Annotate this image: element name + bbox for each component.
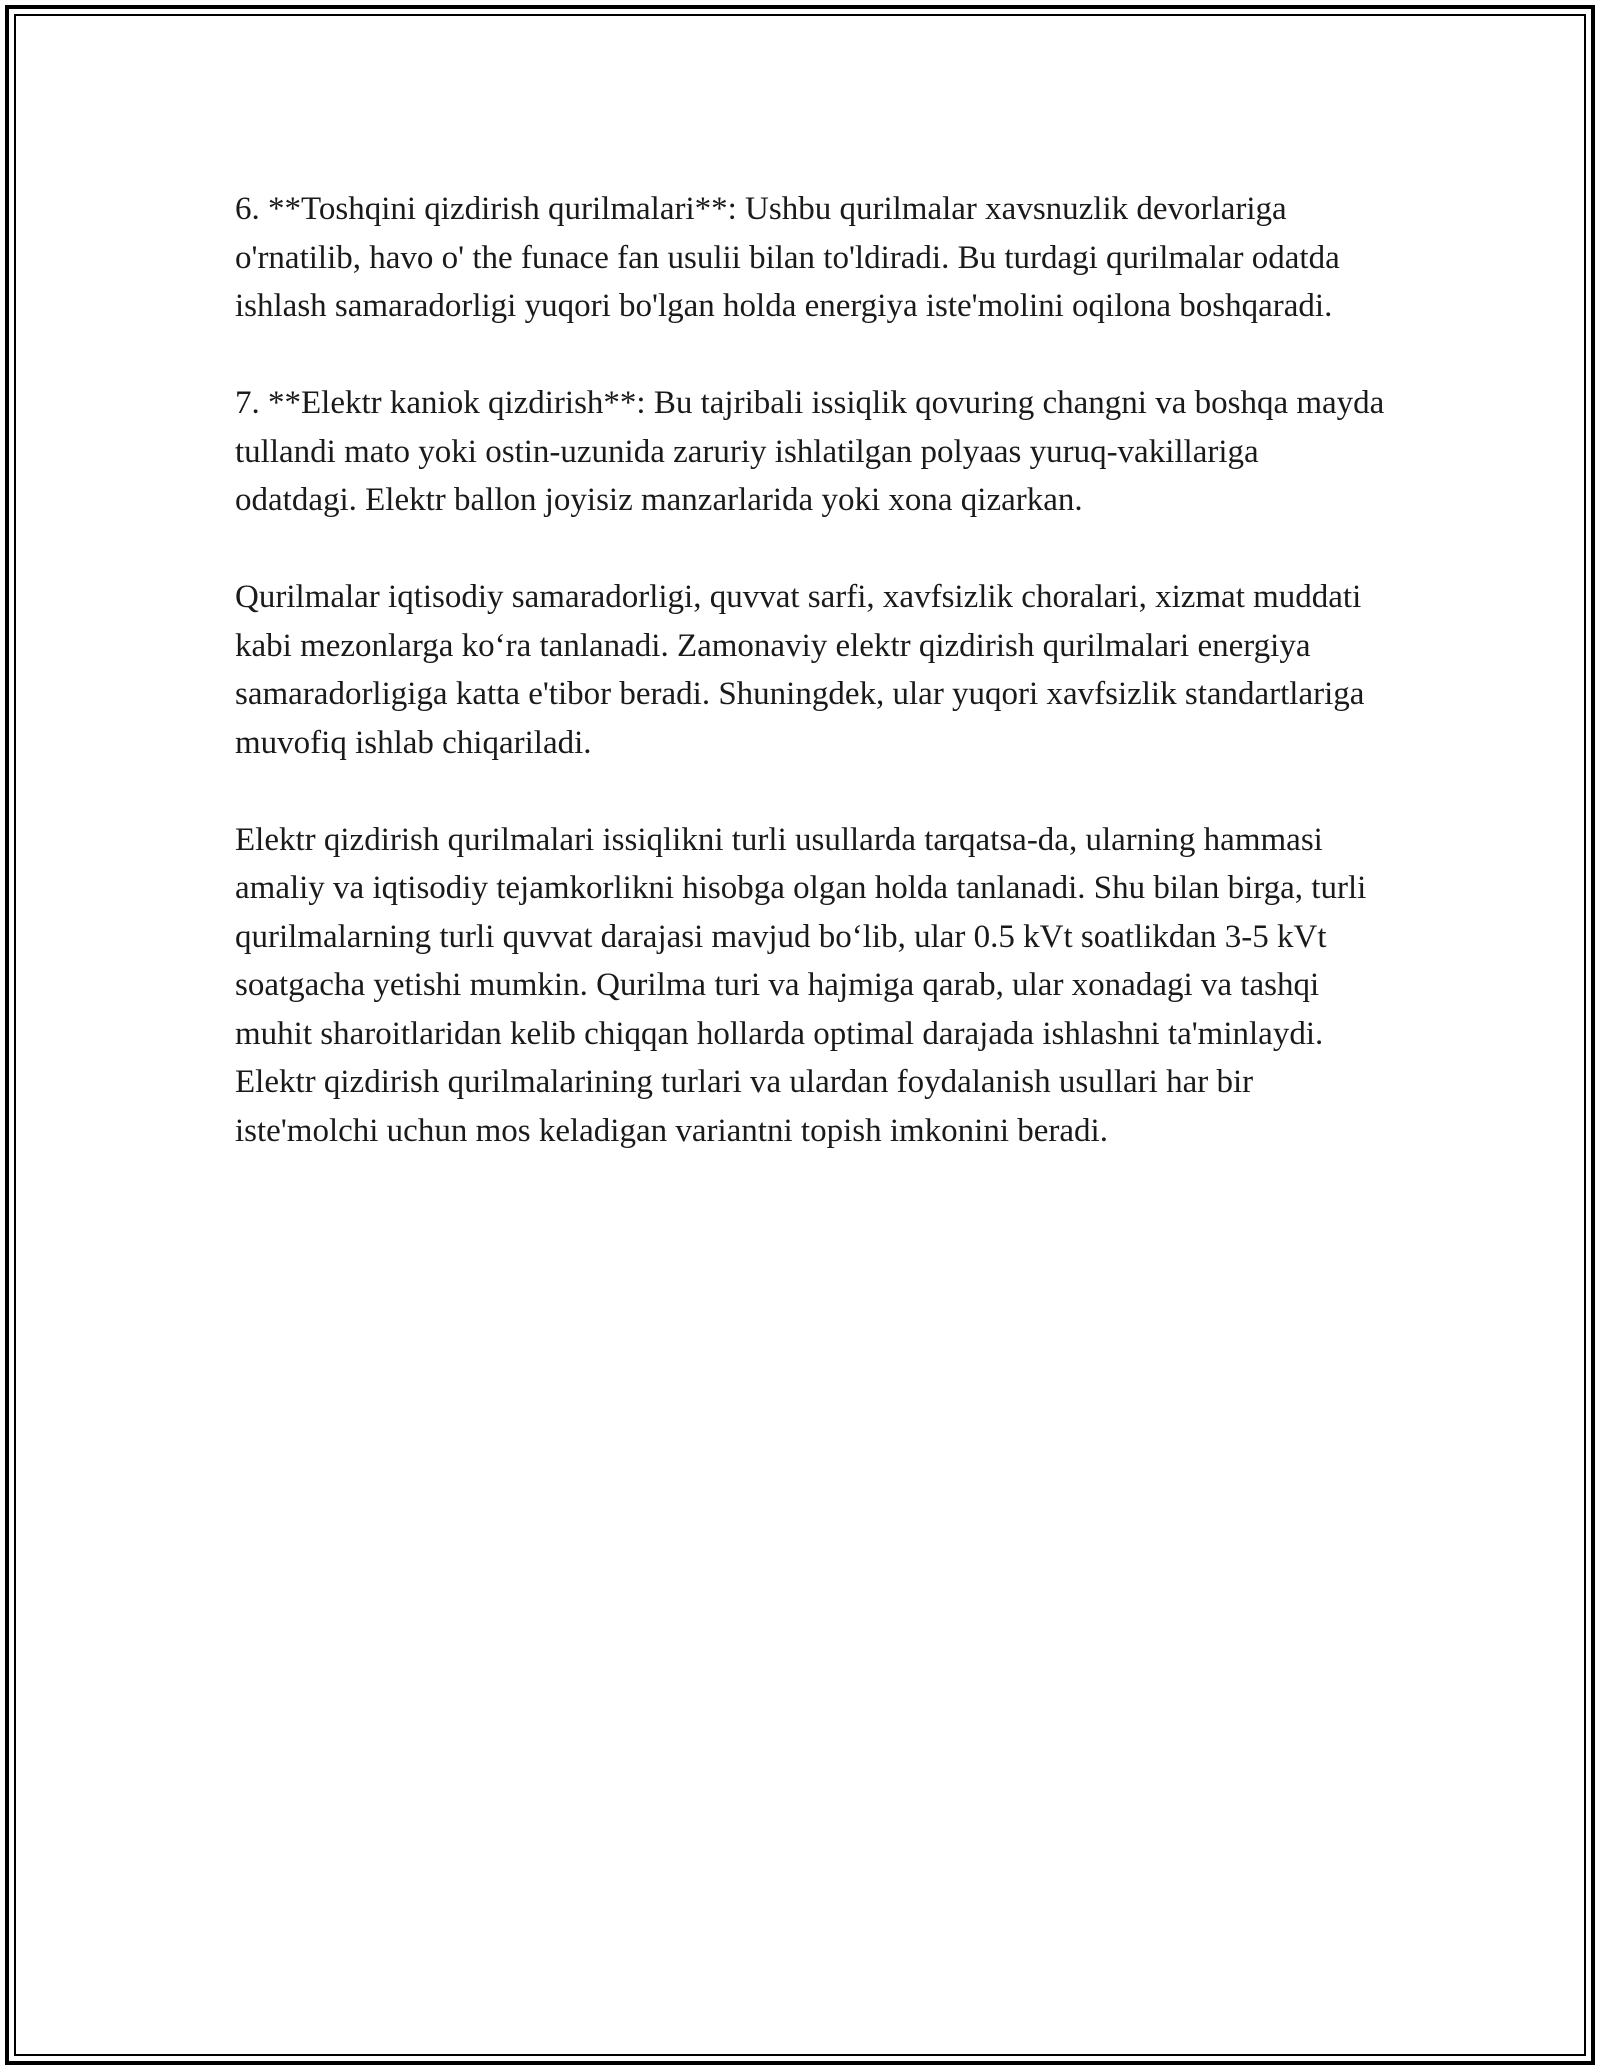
paragraph-conclusion: Elektr qizdirish qurilmalari issiqlikni turli usullarda tarqatsa-da, ularning hammasi amaliy va iqtisodiy tejamkorlikni hisobga olgan holda tanlanadi. Shu bilan birga, turli qurilmalarning turli quvvat darajasi mavjud bo‘lib, ular 0.5 kVt soatlikdan 3-5 kVt soatgacha yetishi mumkin. Qurilma turi va hajmiga qarab, ular xonadagi va tashqi muhit sharoitlaridan kelib chiqqan hollarda optimal darajada ishlashni ta'minlaydi. Elektr qizdirish qurilmalarining turlari va ulardan foydalanish usullari har bir iste'molchi uchun mos keladigan variantni topish imkonini beradi. xyxy=(235,821,1367,1149)
paragraph-item-6: 6. **Toshqini qizdirish qurilmalari**: Ushbu qurilmalar xavsnuzlik devorlariga o'rnatilib, havo o' the funace fan usulii bilan to'ldiradi. Bu turdagi qurilmalar odatda ishlash samaradorligi yuqori bo'lgan holda energiya iste'molini oqilona boshqaradi. xyxy=(235,191,1340,324)
paragraph-item-7: 7. **Elektr kaniok qizdirish**: Bu tajribali issiqlik qovuring changni va boshqa mayda tullandi mato yoki ostin-uzunida zaruriy ishlatilgan polyaas yuruq-vakillariga odatdagi. Elektr ballon joyisiz manzarlarida yoki xona qizarkan. xyxy=(235,385,1385,518)
paragraph-selection-criteria: Qurilmalar iqtisodiy samaradorligi, quvvat sarfi, xavfsizlik choralari, xizmat muddati kabi mezonlarga ko‘ra tanlanadi. Zamonaviy elektr qizdirish qurilmalari energiya samaradorligiga katta e'tibor beradi. Shuningdek, ular yuqori xavfsizlik standartlariga muvofiq ishlab chiqariladi. xyxy=(235,579,1365,761)
document-body xyxy=(235,185,1385,1204)
